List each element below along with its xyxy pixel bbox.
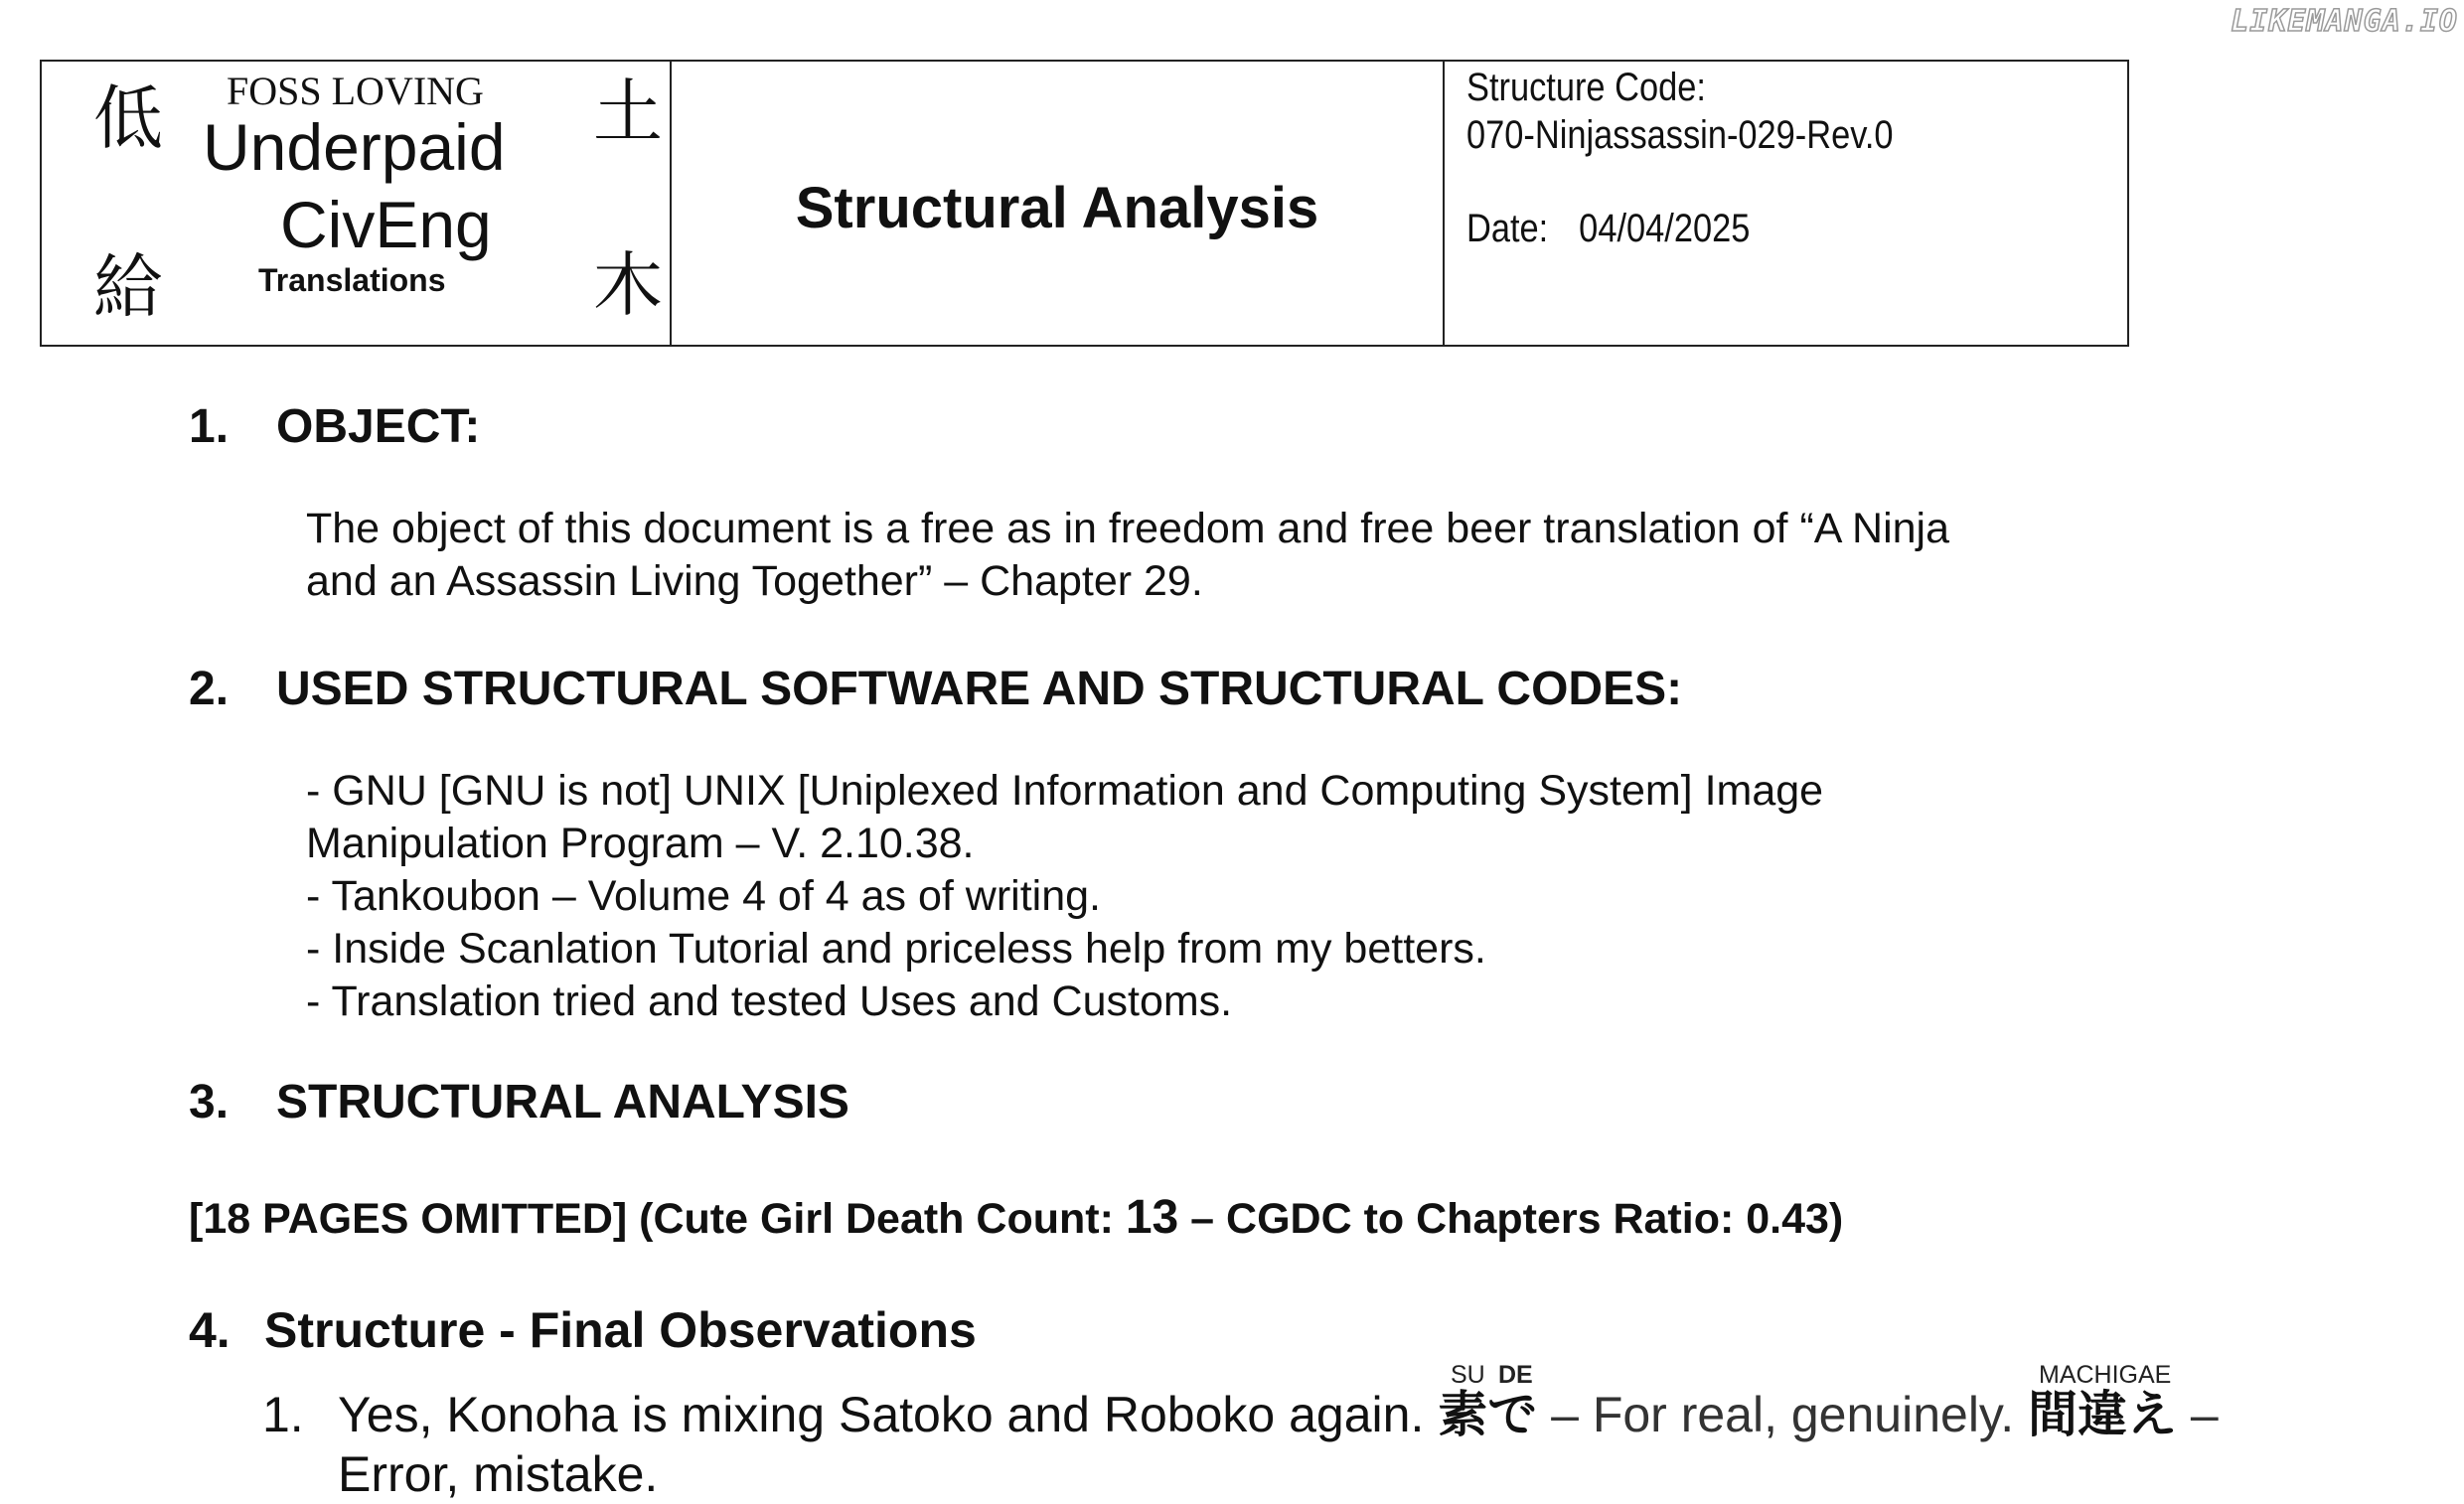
- section-title: USED STRUCTURAL SOFTWARE AND STRUCTURAL CODES:: [276, 663, 1683, 715]
- section-number: 2.: [189, 663, 230, 715]
- jp-sude: 素で: [1438, 1386, 1538, 1443]
- date-line: [1466, 207, 1750, 251]
- section-1-heading: [189, 399, 480, 454]
- obs-text-b: – For real, genuinely.: [1537, 1387, 2029, 1442]
- section-4-heading: [189, 1301, 977, 1359]
- logo-tagline: FOSS LOVING: [227, 69, 484, 113]
- section-number: 3.: [189, 1076, 230, 1128]
- logo-kanji-pay: 給: [93, 246, 163, 328]
- list-number: 1.: [262, 1387, 304, 1442]
- obs-text-d: Error, mistake.: [338, 1446, 659, 1502]
- logo-cell: [42, 62, 672, 345]
- logo-name-line2: CivEng: [280, 188, 492, 261]
- text-line: - GNU [GNU is not] UNIX [Uniplexed Information and Computing System] Image: [306, 767, 1824, 815]
- omitted-text-b: – CGDC to Chapters Ratio: 0.43): [1178, 1195, 1844, 1243]
- text-line: - Tankoubon – Volume 4 of 4 as of writing.: [306, 872, 1101, 920]
- observation-text: [338, 1385, 2245, 1504]
- obs-text-a: Yes, Konoha is mixing Satoko and Roboko again.: [338, 1387, 1439, 1442]
- section-title: Structure - Final Observations: [264, 1302, 977, 1358]
- document-title: Structural Analysis: [795, 176, 1319, 240]
- text-line: - Translation tried and tested Uses and Customs.: [306, 978, 1233, 1025]
- omitted-pages-note: [189, 1190, 1843, 1245]
- logo-kanji-wood: 木: [593, 244, 663, 326]
- logo-subtitle: Translations: [258, 262, 446, 298]
- section-title: STRUCTURAL ANALYSIS: [276, 1076, 849, 1128]
- section-2-body: [306, 765, 1823, 1028]
- text-line: and an Assassin Living Together” – Chapter 29.: [306, 557, 1203, 605]
- death-count: 13: [1125, 1191, 1179, 1244]
- info-cell: [1445, 62, 2127, 345]
- obs-text-c: –: [2177, 1387, 2219, 1442]
- structure-code-label: Structure Code:: [1466, 66, 1706, 109]
- section-2-heading: [189, 662, 1682, 716]
- section-number: 1.: [189, 400, 230, 453]
- logo-kanji-earth: 土: [593, 72, 663, 153]
- logo-name-line1: Underpaid: [203, 110, 506, 184]
- date-label: Date:: [1466, 207, 1549, 250]
- section-title: OBJECT:: [276, 400, 481, 453]
- text-line: - Inside Scanlation Tutorial and priceless help from my betters.: [306, 925, 1486, 973]
- logo-kanji-low: 低: [93, 77, 163, 159]
- document-header: [40, 60, 2129, 347]
- section-1-body: [306, 503, 1949, 608]
- section-number: 4.: [189, 1302, 231, 1358]
- jp-machigae: 間違え: [2028, 1386, 2178, 1443]
- watermark: LIKEMANGA.IO: [2231, 4, 2458, 39]
- ruby-su: SU: [1451, 1361, 1485, 1389]
- text-line: Manipulation Program – V. 2.10.38.: [306, 820, 975, 867]
- structure-code-value: 070-Ninjassassin-029-Rev.0: [1466, 113, 1894, 157]
- date-value: 04/04/2025: [1579, 207, 1751, 250]
- section-3-heading: [189, 1075, 849, 1129]
- ruby-machigae: MACHIGAE: [2039, 1361, 2172, 1389]
- omitted-text-a: [18 PAGES OMITTED] (Cute Girl Death Count:: [189, 1195, 1126, 1243]
- text-line: The object of this document is a free as in freedom and free beer translation of “A Ninja: [306, 505, 1950, 552]
- ruby-de: DE: [1498, 1361, 1533, 1389]
- title-cell: [672, 62, 1445, 345]
